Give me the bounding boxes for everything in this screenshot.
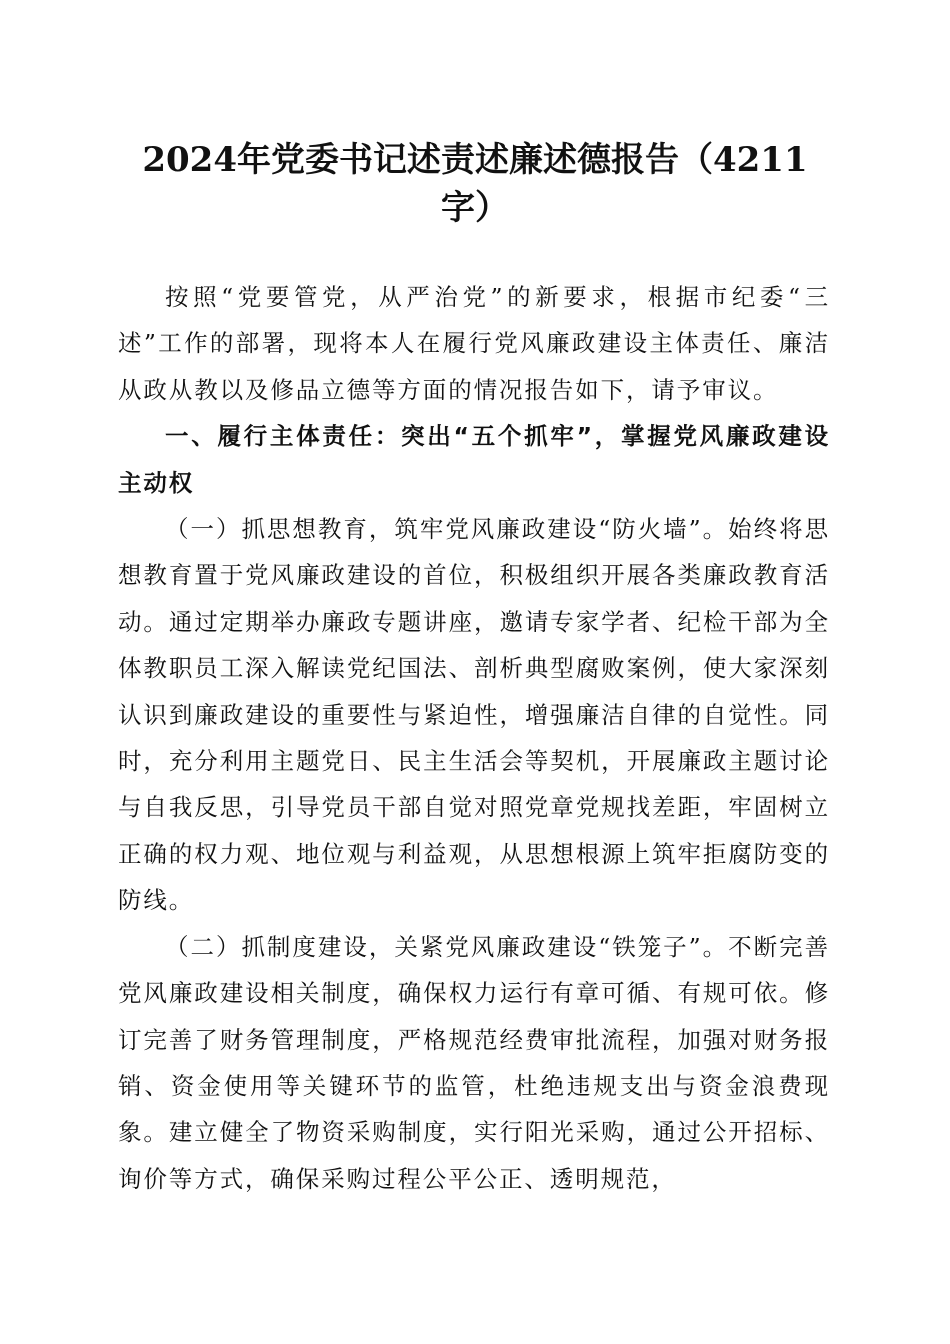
intro-paragraph: 按照“党要管党，从严治党”的新要求，根据市纪委“三述”工作的部署，现将本人在履行党风廉政建设主体责任、廉洁从政从教以及修品立德等方面的情况报告如下，请予审议。 — [118, 283, 830, 404]
body-paragraph: （一）抓思想教育，筑牢党风廉政建设“防火墙”。始终将思想教育置于党风廉政建设的首位，积极组织开展各类廉政教育活动。通过定期举办廉政专题讲座，邀请专家学者、纪检干部为全体教职员工深入解读党纪国法、剖析典型腐败案例，使大家深刻认识到廉政建设的重要性与紧迫性，增强廉洁自律的自觉性。同时，充分利用主题党日、民主生活会等契机，开展廉政主题讨论与自我反思，引导党员干部自觉对照党章党规找差距，牢固树立正确的权力观、地位观与利益观，从思想根源上筑牢拒腐防变的防线。 — [118, 515, 830, 915]
document-body — [118, 274, 830, 1202]
body-paragraph: （二）抓制度建设，关紧党风廉政建设“铁笼子”。不断完善党风廉政建设相关制度，确保权力运行有章可循、有规可依。修订完善了财务管理制度，严格规范经费审批流程，加强对财务报销、资金使用等关键环节的监管，杜绝违规支出与资金浪费现象。建立健全了物资采购制度，实行阳光采购，通过公开招标、询价等方式，确保采购过程公平公正、透明规范， — [118, 932, 830, 1193]
section-heading: 一、履行主体责任：突出“五个抓牢”，掌握党风廉政建设主动权 — [118, 422, 830, 497]
document-title: 2024年党委书记述责述廉述德报告（4211字） — [142, 140, 808, 228]
